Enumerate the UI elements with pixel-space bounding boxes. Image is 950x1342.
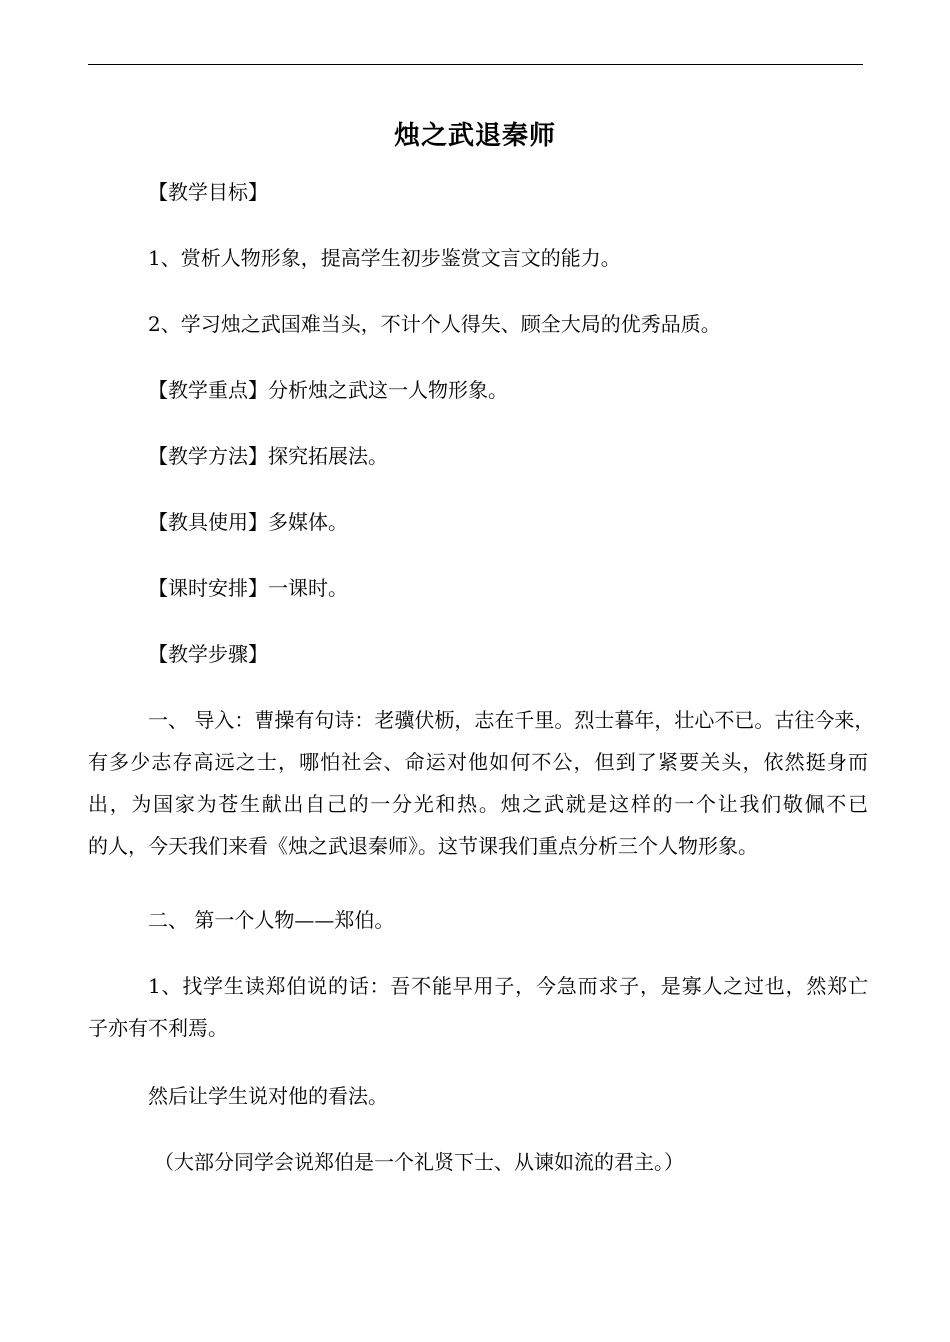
key-point-line: 【教学重点】分析烛之武这一人物形象。 [148, 378, 508, 402]
header-rule [88, 64, 863, 65]
intro-paragraph [88, 704, 875, 872]
part-two-heading: 二、 第一个人物——郑伯。 [148, 908, 395, 932]
method-line: 【教学方法】探究拓展法。 [148, 444, 388, 468]
goal-item-1: 1、赏析人物形象，提高学生初步鉴赏文言文的能力。 [148, 246, 621, 270]
intro-line: 有多少志存高远之士，哪怕社会、命运对他如何不公，但到了紧要关头，依然挺身而 [88, 750, 868, 774]
note-line: （大部分同学会说郑伯是一个礼贤下士、从谏如流的君主。） [154, 1150, 684, 1174]
item-line: 1、找学生读郑伯说的话：吾不能早用子，今急而求子，是寡人之过也，然郑亡 [148, 974, 868, 998]
document-title: 烛之武退秦师 [393, 121, 556, 151]
goals-heading: 【教学目标】 [148, 180, 268, 204]
part-two-item-1 [88, 970, 868, 1054]
steps-heading: 【教学步骤】 [148, 642, 268, 666]
follow-up-line: 然后让学生说对他的看法。 [148, 1084, 388, 1108]
schedule-line: 【课时安排】一课时。 [148, 576, 348, 600]
goal-item-2: 2、学习烛之武国难当头，不计个人得失、顾全大局的优秀品质。 [148, 312, 721, 336]
tools-line: 【教具使用】多媒体。 [148, 510, 348, 534]
intro-line: 出，为国家为苍生献出自己的一分光和热。烛之武就是这样的一个让我们敬佩不已 [88, 792, 868, 816]
intro-line: 的人，今天我们来看《烛之武退秦师》。这节课我们重点分析三个人物形象。 [88, 834, 758, 858]
item-line: 子亦有不利焉。 [88, 1016, 228, 1040]
intro-line: 一、 导入：曹操有句诗：老骥伏枥，志在千里。烈士暮年，壮心不已。古往今来， [148, 708, 875, 732]
